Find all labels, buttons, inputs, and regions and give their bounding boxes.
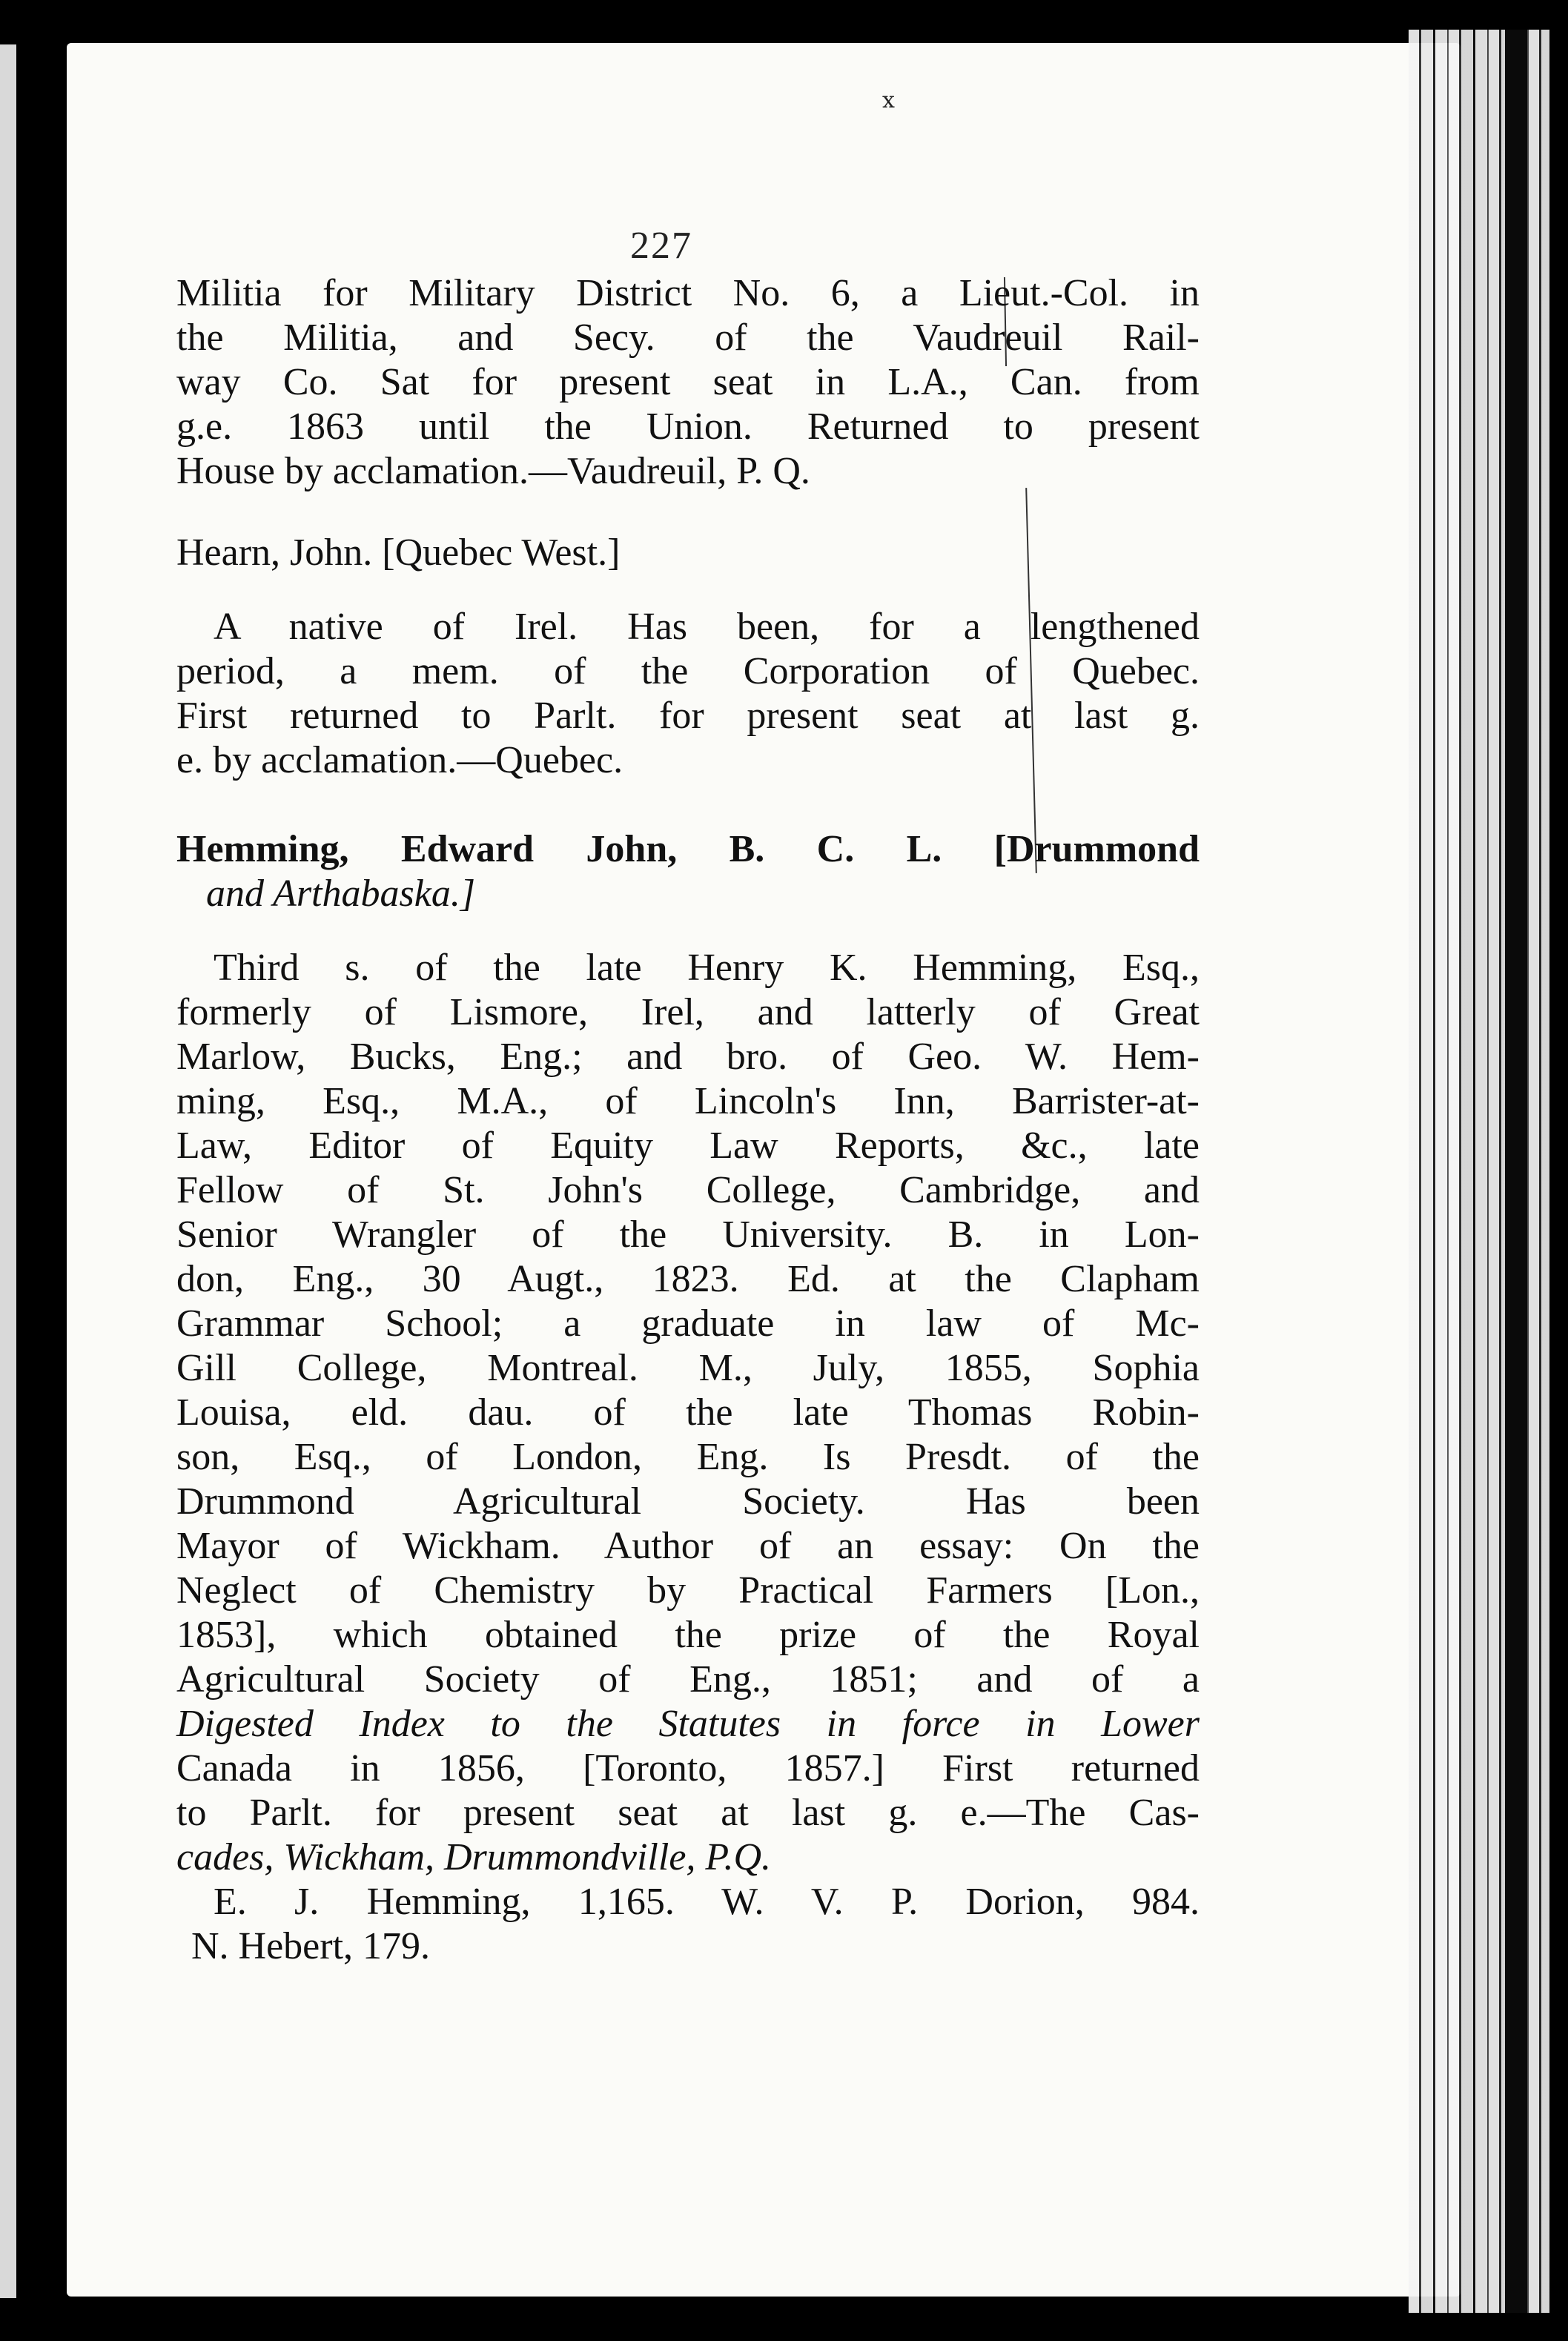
text-line: Digested Index to the Statutes in force in Lower: [176, 1703, 1200, 1745]
text-line: E. J. Hemming, 1,165. W. V. P. Dorion, 984.: [214, 1881, 1200, 1923]
text-line: ming, Esq., M.A., of Lincoln's Inn, Barrister-at-: [176, 1080, 1200, 1122]
text-line: cades, Wickham, Drummondville, P.Q.: [176, 1836, 772, 1878]
text-line: Militia for Military District No. 6, a Lieut.-Col. in: [176, 272, 1200, 314]
text-line: First returned to Parlt. for present seat at last g.: [176, 695, 1200, 737]
text-line: A native of Irel. Has been, for a lengthened: [214, 606, 1200, 648]
text-line: House by acclamation.—Vaudreuil, P. Q.: [176, 450, 810, 492]
text-line: Grammar School; a graduate in law of Mc-: [176, 1302, 1200, 1345]
entry-heading: Hemming, Edward John, B. C. L. [Drummond: [176, 828, 1200, 870]
text-line: Agricultural Society of Eng., 1851; and of a: [176, 1658, 1200, 1701]
text-line: Drummond Agricultural Society. Has been: [176, 1480, 1200, 1523]
text-line: Neglect of Chemistry by Practical Farmers [Lon.,: [176, 1569, 1200, 1612]
text-line: to Parlt. for present seat at last g. e.—The Cas-: [176, 1792, 1200, 1834]
text-line: formerly of Lismore, Irel, and latterly of Great: [176, 991, 1200, 1033]
book-page: [67, 43, 1461, 2297]
text-line: period, a mem. of the Corporation of Quebec.: [176, 650, 1200, 692]
text-line: Louisa, eld. dau. of the late Thomas Robin-: [176, 1391, 1200, 1434]
text-line: don, Eng., 30 Augt., 1823. Ed. at the Clapham: [176, 1258, 1200, 1300]
text-line: Senior Wrangler of the University. B. in Lon-: [176, 1213, 1200, 1256]
text-line: Gill College, Montreal. M., July, 1855, Sophia: [176, 1347, 1200, 1389]
page-edges: [1409, 30, 1549, 2313]
text-line: N. Hebert, 179.: [191, 1925, 431, 1967]
text-line: g.e. 1863 until the Union. Returned to present: [176, 405, 1200, 448]
left-page-edge: [0, 44, 16, 2298]
text-line: Law, Editor of Equity Law Reports, &c., late: [176, 1125, 1200, 1167]
text-line: way Co. Sat for present seat in L.A., Can. from: [176, 361, 1200, 403]
text-line: and Arthabaska.]: [206, 873, 476, 915]
text-line: Mayor of Wickham. Author of an essay: On the: [176, 1525, 1200, 1567]
binding-shadow: [1505, 30, 1527, 2313]
entry-heading: Hearn, John. [Quebec West.]: [176, 532, 621, 574]
text-line: Third s. of the late Henry K. Hemming, Esq.,: [214, 947, 1200, 989]
text-line: Marlow, Bucks, Eng.; and bro. of Geo. W. Hem-: [176, 1036, 1200, 1078]
text-line: e. by acclamation.—Quebec.: [176, 739, 623, 781]
page-number: 227: [630, 225, 692, 267]
text-line: Fellow of St. John's College, Cambridge, and: [176, 1169, 1200, 1211]
text-line: 1853], which obtained the prize of the Royal: [176, 1614, 1200, 1656]
text-line: the Militia, and Secy. of the Vaudreuil Rail-: [176, 317, 1200, 359]
ink-mark: ⅹ: [882, 87, 895, 113]
text-line: Canada in 1856, [Toronto, 1857.] First returned: [176, 1747, 1200, 1789]
text-line: son, Esq., of London, Eng. Is Presdt. of the: [176, 1436, 1200, 1478]
